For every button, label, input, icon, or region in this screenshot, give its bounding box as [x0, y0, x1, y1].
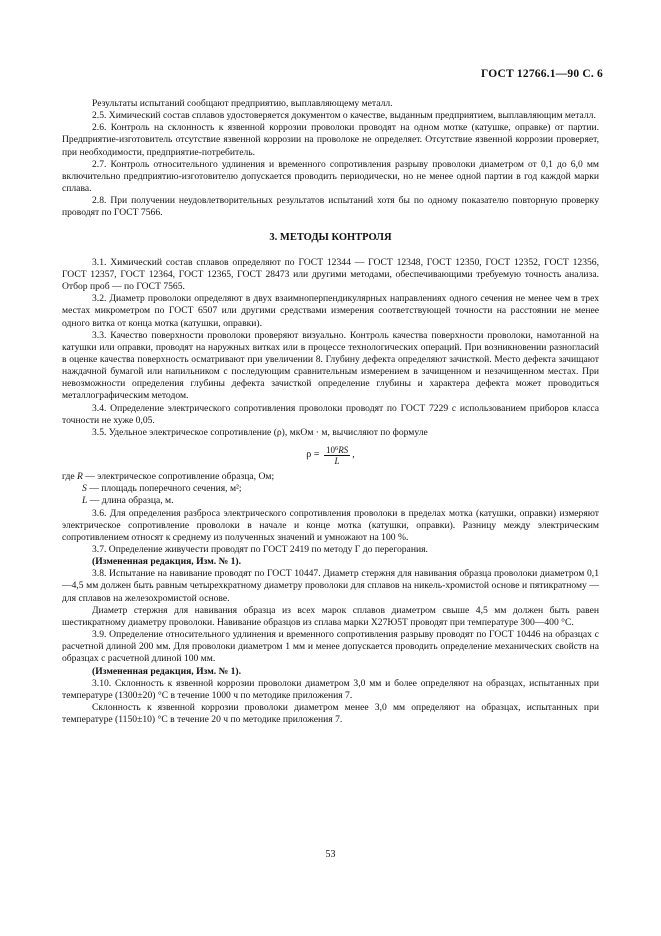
paragraph: 3.7. Определение живучести проводят по ГОСТ 2419 по методу Г до перегорания. [92, 544, 428, 555]
paragraph: 2.8. При получении неудовлетворительных результатов испытаний хотя бы по одному показателю повторную проверку проводят по ГОСТ 7566. [62, 195, 599, 219]
formula-variables: RS [338, 445, 349, 456]
paragraph: Склонность к язвенной коррозии проволоки диаметром менее 3,0 мм определяют на образцах, испытанных при температуре (1150±10) °С в течение 20 ч по методике приложения 7. [62, 702, 599, 726]
paragraph: 3.3. Качество поверхности проволоки проверяют визуально. Контроль качества поверхности проволоки, намотанной на катушки или оправки, проводят на наружных витках или в процессе технологических операций. При возникновении разногласий в оценке качества поверхность осматривают при увеличении 8. Глубину дефекта определяют зачисткой. Место дефекта зачищают наждачной бумагой или напильником с последующим сравнительным измерением в зачищенном и незачищенном местах. При невозможности определения глубины дефекта зачисткой определение глубины и характера дефекта может проводиться металлографическим методом. [62, 329, 599, 402]
legend-item [62, 495, 599, 507]
paragraphs-before-section [62, 98, 599, 220]
paragraphs-section [62, 257, 599, 439]
formula-tail: , [352, 448, 355, 460]
paragraph: 3.9. Определение относительного удлинения и временного сопротивления разрыву проводят по ГОСТ 10446 на образцах с расчетной длиной 200 мм. Для проволоки диаметром 1 мм и менее допускается проводить определение механических свойств на образцах с расчетной длиной 100 мм. [62, 629, 599, 665]
section-title: 3. МЕТОДЫ КОНТРОЛЯ [269, 231, 392, 243]
paragraph: 3.4. Определение электрического сопротивления проволоки проводят по ГОСТ 7229 с использованием приборов класса точности не хуже 0,05. [62, 402, 599, 426]
paragraph: 3.6. Для определения разброса электрического сопротивления проволоки в пределах мотка (катушки, оправки) измеряют электрическое сопротивление проволоки в начале и конце мотка (катушки, оправки). Разницу между электрическим сопротивлением относят к среднему из полученных значений и умножают на 100 %. [62, 507, 599, 543]
paragraph: 3.8. Испытание на навивание проводят по ГОСТ 10447. Диаметр стержня для навивания образца проволоки диаметром 0,1—4,5 мм должен быть равным четырехкратному диаметру проволоки для сплавов на никель-хромистой основе и пятикратному — для сплавов на железохромистой основе. [62, 568, 599, 604]
resistivity-formula [306, 444, 354, 466]
paragraph: Диаметр стержня для навивания образца из всех марок сплавов диаметром свыше 4,5 мм должен быть равен шестикратному диаметру проволоки. Навивание образцов из сплава марки Х27Ю5Т проводят при температуре 300—400 °С. [62, 604, 599, 628]
paragraph: 3.10. Склонность к язвенной коррозии проволоки диаметром 3,0 мм и более определяют на образцах, испытанных при температуре (1300±20) °С в течение 1000 ч по методике приложения 7. [62, 677, 599, 701]
paragraph: 3.2. Диаметр проволоки определяют в двух взаимноперпендикулярных направлениях одного сечения не менее чем в трех местах микрометром по ГОСТ 6507 или другими средствами измерения соответствующей точности на расстоянии не менее одного витка от конца мотка (катушки, оправки). [62, 293, 599, 329]
paragraph: (Измененная редакция, Изм. № 1). [92, 665, 242, 677]
formula-lhs: ρ = [306, 448, 320, 460]
paragraph: 3.5. Удельное электрическое сопротивление (ρ), мкОм · м, вычисляют по формуле [92, 426, 428, 438]
page-header: ГОСТ 12766.1—90 С. 6 [480, 68, 603, 80]
formula-denominator: L [334, 456, 340, 467]
legend-item [62, 483, 599, 495]
formula-fraction [324, 444, 350, 466]
paragraph: 2.5. Химический состав сплавов удостоверяется документом о качестве, выданным предприятием, выплавляющим металл. [92, 110, 596, 122]
document-body [62, 98, 599, 726]
formula-coefficient: 10 [325, 445, 335, 456]
paragraph: 2.6. Контроль на склонность к язвенной коррозии проволоки проводят на одном мотке (катушке, оправке) от партии. Предприятие-изготовитель отсутствие язвенной коррозии на проволоке не определяет. Отсутствие язвенной коррозии проверяет, при необходимости, предприятие-потребитель. [62, 122, 599, 158]
formula-exponent: 6 [334, 445, 339, 453]
legend-symbol: R [77, 471, 83, 483]
page-number: 53 [325, 849, 336, 860]
formula-block [62, 443, 599, 469]
paragraph: 3.1. Химический состав сплавов определяют по ГОСТ 12344 — ГОСТ 12348, ГОСТ 12350, ГОСТ 12352, ГОСТ 12356, ГОСТ 12357, ГОСТ 12364, ГОСТ 12365, ГОСТ 28473 или другими методами, обеспечивающими требуемую точность анализа. Отбор проб — по ГОСТ 7565. [62, 256, 599, 293]
paragraphs-after-formula [62, 508, 599, 727]
paragraph: Результаты испытаний сообщают предприятию, выплавляющему металл. [92, 98, 393, 109]
legend-text: — площадь поперечного сечения, м²; [86, 483, 242, 495]
legend-symbol: S [82, 483, 87, 495]
legend-item [62, 471, 599, 483]
legend-text: — электрическое сопротивление образца, Ом; [82, 471, 275, 483]
paragraph: 2.7. Контроль относительного удлинения и временного сопротивления разрыву проволоки диаметром от 0,1 до 6,0 мм включительно предприятию-изготовителю допускается проводить периодически, но не менее одной партии в год каждой марки сплава. [62, 158, 599, 195]
legend-symbol: L [82, 495, 88, 507]
legend-where: где [62, 471, 75, 483]
legend-text: — длина образца, м. [87, 495, 174, 507]
formula-legend [62, 471, 599, 507]
paragraph: (Измененная редакция, Изм. № 1). [92, 556, 242, 568]
formula-numerator [324, 444, 350, 456]
